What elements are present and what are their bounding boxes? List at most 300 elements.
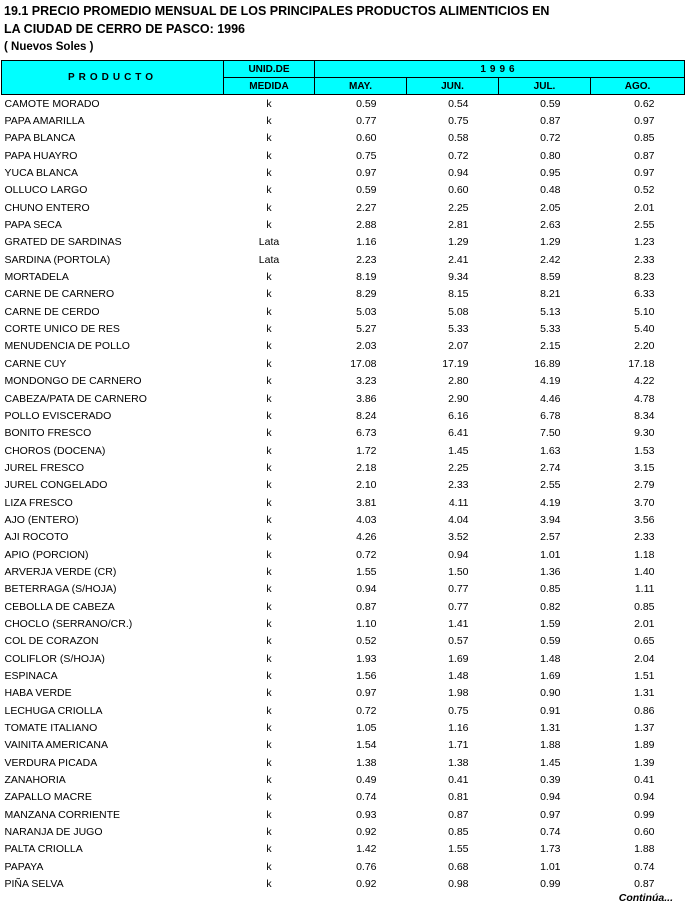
- price-jul-cell: 2.55: [540, 479, 561, 492]
- price-jun-cell: 0.77: [448, 583, 469, 596]
- price-may-cell: 8.19: [356, 271, 377, 284]
- price-jun-cell: 1.48: [448, 670, 469, 683]
- month-header-may: MAY.: [315, 78, 407, 95]
- product-name-cell: PAPA SECA: [4, 219, 62, 232]
- price-jun-cell: 0.58: [448, 132, 469, 145]
- price-jul-cell: 0.82: [540, 600, 561, 613]
- price-ago-cell: 1.89: [634, 739, 655, 752]
- price-jun-cell: 1.69: [448, 652, 469, 665]
- unit-cell: k: [266, 843, 272, 856]
- product-name-cell: MONDONGO DE CARNERO: [4, 375, 142, 388]
- table-row: [2, 199, 685, 216]
- price-may-cell: 0.74: [356, 791, 377, 804]
- unit-cell: k: [266, 375, 272, 388]
- price-ago-cell: 3.56: [634, 513, 655, 526]
- price-may-cell: 0.72: [356, 704, 377, 717]
- price-jul-cell: 3.94: [540, 513, 561, 526]
- price-jun-cell: 1.55: [448, 843, 469, 856]
- price-ago-cell: 2.20: [634, 340, 655, 353]
- price-jun-cell: 0.87: [448, 808, 469, 821]
- unit-cell: k: [266, 600, 272, 613]
- price-jul-cell: 0.48: [540, 184, 561, 197]
- price-jul-cell: 0.80: [540, 149, 561, 162]
- table-row: [2, 685, 685, 702]
- table-row: [2, 147, 685, 164]
- price-ago-cell: 0.87: [634, 878, 655, 891]
- price-ago-cell: 5.10: [634, 305, 655, 318]
- price-ago-cell: 2.01: [634, 617, 655, 630]
- price-jul-cell: 1.63: [540, 444, 561, 457]
- price-jul-cell: 2.15: [540, 340, 561, 353]
- price-jun-cell: 6.16: [448, 409, 469, 422]
- price-may-cell: 5.03: [356, 305, 377, 318]
- product-name-cell: CHOROS (DOCENA): [4, 444, 106, 457]
- unit-cell: k: [266, 357, 272, 370]
- table-row: [2, 494, 685, 511]
- price-ago-cell: 2.33: [634, 253, 655, 266]
- product-name-cell: JUREL FRESCO: [4, 461, 85, 474]
- price-may-cell: 0.94: [356, 583, 377, 596]
- product-name-cell: APIO (PORCION): [4, 548, 89, 561]
- product-name-cell: BETERRAGA (S/HOJA): [4, 583, 117, 596]
- table-row: [2, 338, 685, 355]
- price-may-cell: 2.10: [356, 479, 377, 492]
- price-jul-cell: 0.87: [540, 115, 561, 128]
- price-jun-cell: 1.29: [448, 236, 469, 249]
- price-jun-cell: 2.80: [448, 375, 469, 388]
- price-jul-cell: 1.73: [540, 843, 561, 856]
- unit-cell: k: [266, 201, 272, 214]
- price-jun-cell: 2.90: [448, 392, 469, 405]
- unit-cell: Lata: [258, 253, 280, 266]
- price-jun-cell: 2.33: [448, 479, 469, 492]
- price-jul-cell: 0.99: [540, 878, 561, 891]
- price-ago-cell: 2.33: [634, 531, 655, 544]
- unit-cell: k: [266, 635, 272, 648]
- table-row: [2, 373, 685, 390]
- price-ago-cell: 1.53: [634, 444, 655, 457]
- table-row: [2, 719, 685, 736]
- price-jun-cell: 1.45: [448, 444, 469, 457]
- table-row: [2, 702, 685, 719]
- price-jun-cell: 0.72: [448, 149, 469, 162]
- price-ago-cell: 3.15: [634, 461, 655, 474]
- price-may-cell: 2.27: [356, 201, 377, 214]
- price-may-cell: 3.86: [356, 392, 377, 405]
- table-row: [2, 216, 685, 233]
- product-name-cell: JUREL CONGELADO: [4, 479, 108, 492]
- continues-note: Continúa...: [618, 892, 673, 904]
- price-jun-cell: 2.25: [448, 461, 469, 474]
- price-jun-cell: 0.68: [448, 860, 469, 873]
- price-may-cell: 0.92: [356, 826, 377, 839]
- table-row: [2, 442, 685, 459]
- price-may-cell: 1.42: [356, 843, 377, 856]
- price-may-cell: 0.72: [356, 548, 377, 561]
- price-jul-cell: 1.29: [540, 236, 561, 249]
- price-jun-cell: 0.54: [448, 97, 469, 110]
- price-jul-cell: 1.88: [540, 739, 561, 752]
- unit-cell: Lata: [258, 236, 280, 249]
- price-jun-cell: 17.19: [442, 357, 469, 370]
- price-jun-cell: 2.07: [448, 340, 469, 353]
- price-jul-cell: 0.91: [540, 704, 561, 717]
- table-row: [2, 858, 685, 875]
- table-row: [2, 754, 685, 771]
- price-jun-cell: 0.85: [448, 826, 469, 839]
- month-header-ago: AGO.: [591, 78, 685, 95]
- unit-cell: k: [266, 496, 272, 509]
- price-ago-cell: 5.40: [634, 323, 655, 336]
- price-jun-cell: 5.08: [448, 305, 469, 318]
- product-name-cell: MANZANA CORRIENTE: [4, 808, 121, 821]
- table-row: [2, 563, 685, 580]
- price-may-cell: 1.16: [356, 236, 377, 249]
- price-may-cell: 0.93: [356, 808, 377, 821]
- product-name-cell: ESPINACA: [4, 670, 58, 683]
- unit-cell: k: [266, 305, 272, 318]
- table-row: [2, 737, 685, 754]
- price-may-cell: 0.49: [356, 774, 377, 787]
- table-row: [2, 615, 685, 632]
- price-jul-cell: 16.89: [534, 357, 561, 370]
- price-jul-cell: 8.21: [540, 288, 561, 301]
- price-ago-cell: 0.65: [634, 635, 655, 648]
- currency-subtitle: ( Nuevos Soles ): [4, 41, 94, 53]
- price-may-cell: 8.24: [356, 409, 377, 422]
- price-ago-cell: 4.22: [634, 375, 655, 388]
- product-name-cell: YUCA BLANCA: [4, 167, 79, 180]
- price-ago-cell: 1.18: [634, 548, 655, 561]
- unit-cell: k: [266, 149, 272, 162]
- product-name-cell: SARDINA (PORTOLA): [4, 253, 111, 266]
- price-jul-cell: 1.01: [540, 860, 561, 873]
- price-ago-cell: 2.04: [634, 652, 655, 665]
- unit-cell: k: [266, 427, 272, 440]
- table-row: [2, 112, 685, 129]
- price-jun-cell: 0.81: [448, 791, 469, 804]
- price-jun-cell: 1.50: [448, 565, 469, 578]
- price-jul-cell: 1.31: [540, 722, 561, 735]
- table-row: [2, 650, 685, 667]
- price-may-cell: 3.81: [356, 496, 377, 509]
- price-jul-cell: 6.78: [540, 409, 561, 422]
- price-ago-cell: 0.97: [634, 115, 655, 128]
- product-name-cell: VAINITA AMERICANA: [4, 739, 108, 752]
- product-name-cell: PAPA AMARILLA: [4, 115, 85, 128]
- unit-cell: k: [266, 756, 272, 769]
- price-ago-cell: 0.52: [634, 184, 655, 197]
- price-may-cell: 1.72: [356, 444, 377, 457]
- table-row: [2, 95, 685, 113]
- product-name-cell: GRATED DE SARDINAS: [4, 236, 122, 249]
- price-ago-cell: 0.85: [634, 600, 655, 613]
- product-name-cell: PAPAYA: [4, 860, 44, 873]
- price-ago-cell: 0.87: [634, 149, 655, 162]
- unit-cell: k: [266, 132, 272, 145]
- unit-column-header-line2: MEDIDA: [224, 78, 315, 95]
- price-ago-cell: 8.23: [634, 271, 655, 284]
- price-ago-cell: 1.31: [634, 687, 655, 700]
- month-header-jun: JUN.: [407, 78, 499, 95]
- product-name-cell: PALTA CRIOLLA: [4, 843, 83, 856]
- price-may-cell: 3.23: [356, 375, 377, 388]
- price-ago-cell: 9.30: [634, 427, 655, 440]
- unit-cell: k: [266, 860, 272, 873]
- price-jul-cell: 1.36: [540, 565, 561, 578]
- unit-cell: k: [266, 167, 272, 180]
- price-table: [1, 60, 685, 893]
- price-may-cell: 1.38: [356, 756, 377, 769]
- unit-column-header-line1: UNID.DE: [224, 61, 315, 78]
- price-ago-cell: 6.33: [634, 288, 655, 301]
- price-jun-cell: 6.41: [448, 427, 469, 440]
- product-name-cell: PIÑA SELVA: [4, 878, 64, 891]
- unit-cell: k: [266, 583, 272, 596]
- product-name-cell: CARNE DE CERDO: [4, 305, 100, 318]
- price-ago-cell: 0.94: [634, 791, 655, 804]
- product-name-cell: ARVERJA VERDE (CR): [4, 565, 117, 578]
- price-ago-cell: 17.18: [628, 357, 655, 370]
- price-may-cell: 2.23: [356, 253, 377, 266]
- price-may-cell: 4.26: [356, 531, 377, 544]
- unit-cell: k: [266, 184, 272, 197]
- price-jun-cell: 1.98: [448, 687, 469, 700]
- unit-cell: k: [266, 774, 272, 787]
- table-row: [2, 286, 685, 303]
- table-row: [2, 234, 685, 251]
- price-ago-cell: 0.97: [634, 167, 655, 180]
- price-jul-cell: 4.46: [540, 392, 561, 405]
- price-jul-cell: 0.95: [540, 167, 561, 180]
- table-row: [2, 633, 685, 650]
- unit-cell: k: [266, 548, 272, 561]
- price-jun-cell: 2.41: [448, 253, 469, 266]
- price-jul-cell: 1.69: [540, 670, 561, 683]
- table-row: [2, 875, 685, 892]
- price-ago-cell: 0.85: [634, 132, 655, 145]
- price-jul-cell: 0.72: [540, 132, 561, 145]
- product-name-cell: AJO (ENTERO): [4, 513, 79, 526]
- table-row: [2, 130, 685, 147]
- price-may-cell: 4.03: [356, 513, 377, 526]
- product-name-cell: CAMOTE MORADO: [4, 97, 100, 110]
- product-name-cell: AJI ROCOTO: [4, 531, 69, 544]
- price-may-cell: 2.03: [356, 340, 377, 353]
- price-ago-cell: 0.86: [634, 704, 655, 717]
- price-may-cell: 1.55: [356, 565, 377, 578]
- price-jun-cell: 8.15: [448, 288, 469, 301]
- price-jul-cell: 0.90: [540, 687, 561, 700]
- product-name-cell: LECHUGA CRIOLLA: [4, 704, 103, 717]
- price-may-cell: 0.52: [356, 635, 377, 648]
- product-name-cell: CHUNO ENTERO: [4, 201, 90, 214]
- unit-cell: k: [266, 531, 272, 544]
- table-row: [2, 529, 685, 546]
- price-may-cell: 8.29: [356, 288, 377, 301]
- table-row: [2, 390, 685, 407]
- price-jul-cell: 7.50: [540, 427, 561, 440]
- price-ago-cell: 1.39: [634, 756, 655, 769]
- price-jun-cell: 0.57: [448, 635, 469, 648]
- table-row: [2, 511, 685, 528]
- table-row: [2, 841, 685, 858]
- unit-cell: k: [266, 722, 272, 735]
- price-jul-cell: 2.74: [540, 461, 561, 474]
- unit-cell: k: [266, 97, 272, 110]
- price-jul-cell: 0.59: [540, 97, 561, 110]
- price-may-cell: 1.56: [356, 670, 377, 683]
- price-jun-cell: 0.75: [448, 115, 469, 128]
- unit-cell: k: [266, 323, 272, 336]
- price-may-cell: 0.97: [356, 167, 377, 180]
- product-name-cell: HABA VERDE: [4, 687, 72, 700]
- price-may-cell: 0.59: [356, 97, 377, 110]
- price-jul-cell: 2.42: [540, 253, 561, 266]
- price-may-cell: 17.08: [350, 357, 377, 370]
- product-name-cell: TOMATE ITALIANO: [4, 722, 98, 735]
- price-may-cell: 5.27: [356, 323, 377, 336]
- table-row: [2, 303, 685, 320]
- price-jun-cell: 2.25: [448, 201, 469, 214]
- price-may-cell: 1.54: [356, 739, 377, 752]
- price-may-cell: 0.75: [356, 149, 377, 162]
- price-ago-cell: 0.74: [634, 860, 655, 873]
- price-ago-cell: 1.88: [634, 843, 655, 856]
- unit-cell: k: [266, 791, 272, 804]
- price-jun-cell: 0.75: [448, 704, 469, 717]
- table-row: [2, 546, 685, 563]
- table-row: [2, 407, 685, 424]
- unit-cell: k: [266, 808, 272, 821]
- unit-cell: k: [266, 340, 272, 353]
- price-may-cell: 0.77: [356, 115, 377, 128]
- unit-cell: k: [266, 704, 272, 717]
- price-may-cell: 0.59: [356, 184, 377, 197]
- price-ago-cell: 3.70: [634, 496, 655, 509]
- price-ago-cell: 2.01: [634, 201, 655, 214]
- price-jun-cell: 0.41: [448, 774, 469, 787]
- product-name-cell: OLLUCO LARGO: [4, 184, 88, 197]
- product-name-cell: CHOCLO (SERRANO/CR.): [4, 617, 133, 630]
- price-ago-cell: 8.34: [634, 409, 655, 422]
- price-jun-cell: 0.98: [448, 878, 469, 891]
- product-name-cell: CABEZA/PATA DE CARNERO: [4, 392, 147, 405]
- price-ago-cell: 1.23: [634, 236, 655, 249]
- price-jun-cell: 3.52: [448, 531, 469, 544]
- price-ago-cell: 4.78: [634, 392, 655, 405]
- price-jul-cell: 1.01: [540, 548, 561, 561]
- price-jun-cell: 1.16: [448, 722, 469, 735]
- price-ago-cell: 0.60: [634, 826, 655, 839]
- product-column-header: PRODUCTO: [2, 61, 224, 95]
- price-jul-cell: 5.33: [540, 323, 561, 336]
- price-jul-cell: 5.13: [540, 305, 561, 318]
- table-row: [2, 320, 685, 337]
- product-name-cell: PAPA HUAYRO: [4, 149, 78, 162]
- unit-cell: k: [266, 409, 272, 422]
- price-may-cell: 2.18: [356, 461, 377, 474]
- price-may-cell: 0.60: [356, 132, 377, 145]
- unit-cell: k: [266, 617, 272, 630]
- price-jul-cell: 4.19: [540, 375, 561, 388]
- price-jul-cell: 0.97: [540, 808, 561, 821]
- table-row: [2, 355, 685, 372]
- product-name-cell: LIZA FRESCO: [4, 496, 73, 509]
- price-ago-cell: 1.11: [634, 583, 655, 596]
- table-row: [2, 806, 685, 823]
- product-name-cell: VERDURA PICADA: [4, 756, 98, 769]
- unit-cell: k: [266, 687, 272, 700]
- price-jun-cell: 9.34: [448, 271, 469, 284]
- unit-cell: k: [266, 219, 272, 232]
- price-may-cell: 1.10: [356, 617, 377, 630]
- table-row: [2, 251, 685, 268]
- price-ago-cell: 1.37: [634, 722, 655, 735]
- price-jun-cell: 1.38: [448, 756, 469, 769]
- month-header-jul: JUL.: [499, 78, 591, 95]
- product-name-cell: POLLO EVISCERADO: [4, 409, 112, 422]
- title-line-2: LA CIUDAD DE CERRO DE PASCO: 1996: [4, 22, 246, 36]
- product-name-cell: MORTADELA: [4, 271, 69, 284]
- table-row: [2, 789, 685, 806]
- unit-cell: k: [266, 392, 272, 405]
- unit-cell: k: [266, 461, 272, 474]
- product-name-cell: COL DE CORAZON: [4, 635, 99, 648]
- price-jul-cell: 1.59: [540, 617, 561, 630]
- price-jul-cell: 0.85: [540, 583, 561, 596]
- price-may-cell: 0.92: [356, 878, 377, 891]
- price-ago-cell: 2.55: [634, 219, 655, 232]
- page-title: [4, 2, 549, 56]
- price-ago-cell: 0.62: [634, 97, 655, 110]
- unit-cell: k: [266, 565, 272, 578]
- product-name-cell: ZANAHORIA: [4, 774, 66, 787]
- unit-cell: k: [266, 444, 272, 457]
- price-jul-cell: 2.63: [540, 219, 561, 232]
- table-row: [2, 182, 685, 199]
- title-line-1: 19.1 PRECIO PROMEDIO MENSUAL DE LOS PRINCIPALES PRODUCTOS ALIMENTICIOS EN: [4, 4, 550, 18]
- price-ago-cell: 2.79: [634, 479, 655, 492]
- table-header: [2, 61, 685, 95]
- table-row: [2, 477, 685, 494]
- table-row: [2, 823, 685, 840]
- price-jun-cell: 0.94: [448, 167, 469, 180]
- price-may-cell: 1.93: [356, 652, 377, 665]
- price-jul-cell: 4.19: [540, 496, 561, 509]
- product-name-cell: CARNE DE CARNERO: [4, 288, 115, 301]
- unit-cell: k: [266, 670, 272, 683]
- price-jul-cell: 1.45: [540, 756, 561, 769]
- price-may-cell: 6.73: [356, 427, 377, 440]
- price-jun-cell: 5.33: [448, 323, 469, 336]
- product-name-cell: COLIFLOR (S/HOJA): [4, 652, 105, 665]
- price-jul-cell: 0.59: [540, 635, 561, 648]
- table-row: [2, 667, 685, 684]
- unit-cell: k: [266, 115, 272, 128]
- price-may-cell: 0.76: [356, 860, 377, 873]
- unit-cell: k: [266, 479, 272, 492]
- price-jul-cell: 8.59: [540, 271, 561, 284]
- unit-cell: k: [266, 652, 272, 665]
- price-jun-cell: 2.81: [448, 219, 469, 232]
- price-jun-cell: 4.11: [448, 496, 469, 509]
- product-name-cell: NARANJA DE JUGO: [4, 826, 103, 839]
- table-row: [2, 425, 685, 442]
- table-row: [2, 164, 685, 181]
- unit-cell: k: [266, 739, 272, 752]
- product-name-cell: PAPA BLANCA: [4, 132, 76, 145]
